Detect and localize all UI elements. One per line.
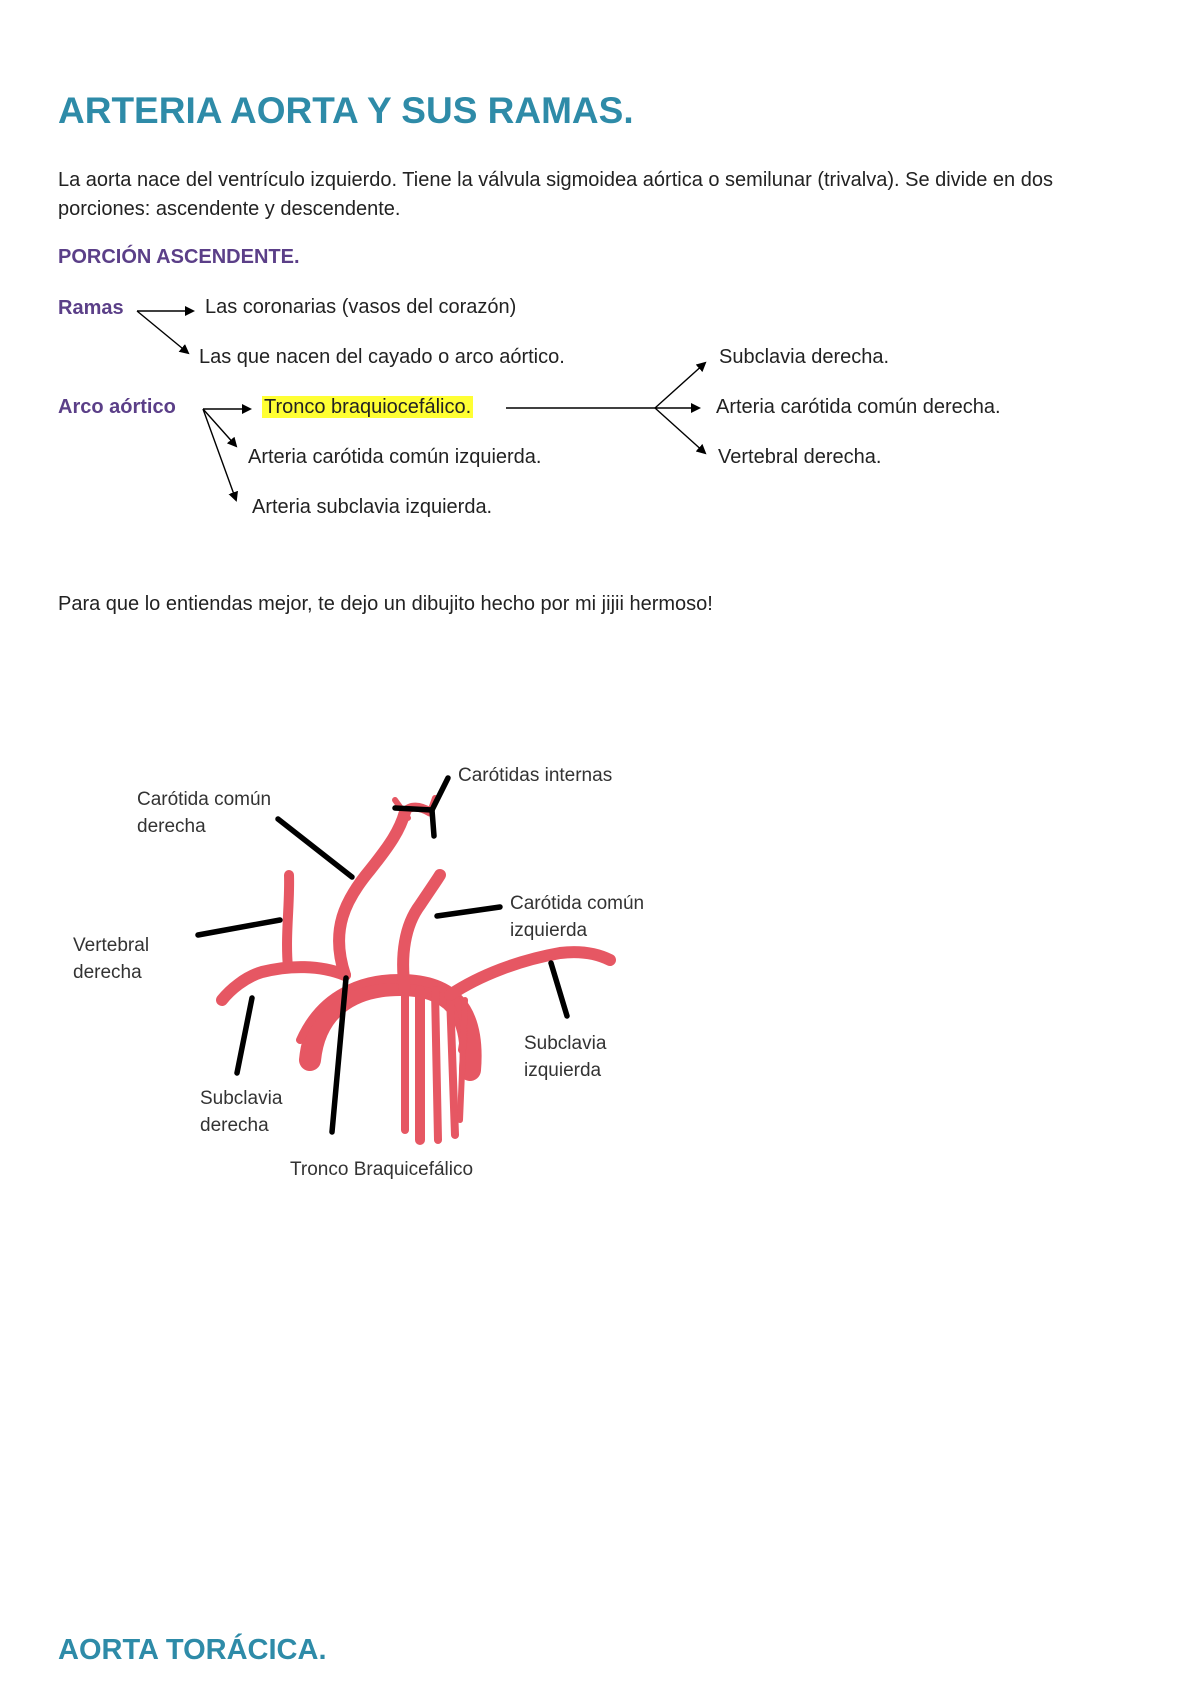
intro-paragraph: La aorta nace del ventrículo izquierdo. Tiene la válvula sigmoidea aórtica o semilunar (trivalva). Se divide en dos porciones: ascendente y descendente. [58, 169, 1053, 220]
highlight-mark: Tronco braquiocefálico. [264, 396, 472, 418]
drawing-label-subclavia-izquierda: Subclavia izquierda [524, 1033, 607, 1081]
arco-item-carotida-izquierda: Arteria carótida común izquierda. [248, 446, 542, 468]
section-heading-aorta-toracica: AORTA TORÁCICA. [58, 1634, 327, 1666]
tronco-branch-carotida-derecha: Arteria carótida común derecha. [716, 396, 1001, 418]
ramas-label: Ramas [58, 297, 124, 319]
drawing-label-carotida-comun-derecha: Carótida común derecha [137, 789, 272, 837]
drawing-label-carotida-comun-izquierda: Carótida común izquierda [510, 893, 645, 941]
page-title: ARTERIA AORTA Y SUS RAMAS. [58, 90, 634, 131]
drawing-label-vertebral-derecha: Vertebral derecha [73, 935, 150, 983]
tronco-branch-subclavia-derecha: Subclavia derecha. [719, 346, 890, 368]
arco-item-subclavia-izquierda: Arteria subclavia izquierda. [252, 496, 493, 518]
section-heading-ascendente: PORCIÓN ASCENDENTE. [58, 246, 300, 268]
drawing-label-carotidas-internas: Carótidas internas [458, 765, 613, 786]
arco-aortico-label: Arco aórtico [58, 396, 176, 418]
drawing-label-subclavia-derecha: Subclavia derecha [200, 1088, 283, 1136]
drawing-label-tronco-braquicefalico: Tronco Braquicefálico [290, 1159, 474, 1180]
ramas-item-cayado: Las que nacen del cayado o arco aórtico. [199, 346, 565, 368]
ramas-item-coronarias: Las coronarias (vasos del corazón) [205, 296, 517, 318]
tronco-branch-vertebral-derecha: Vertebral derecha. [718, 446, 882, 468]
outro-text: Para que lo entiendas mejor, te dejo un dibujito hecho por mi jijii hermoso! [58, 593, 713, 615]
